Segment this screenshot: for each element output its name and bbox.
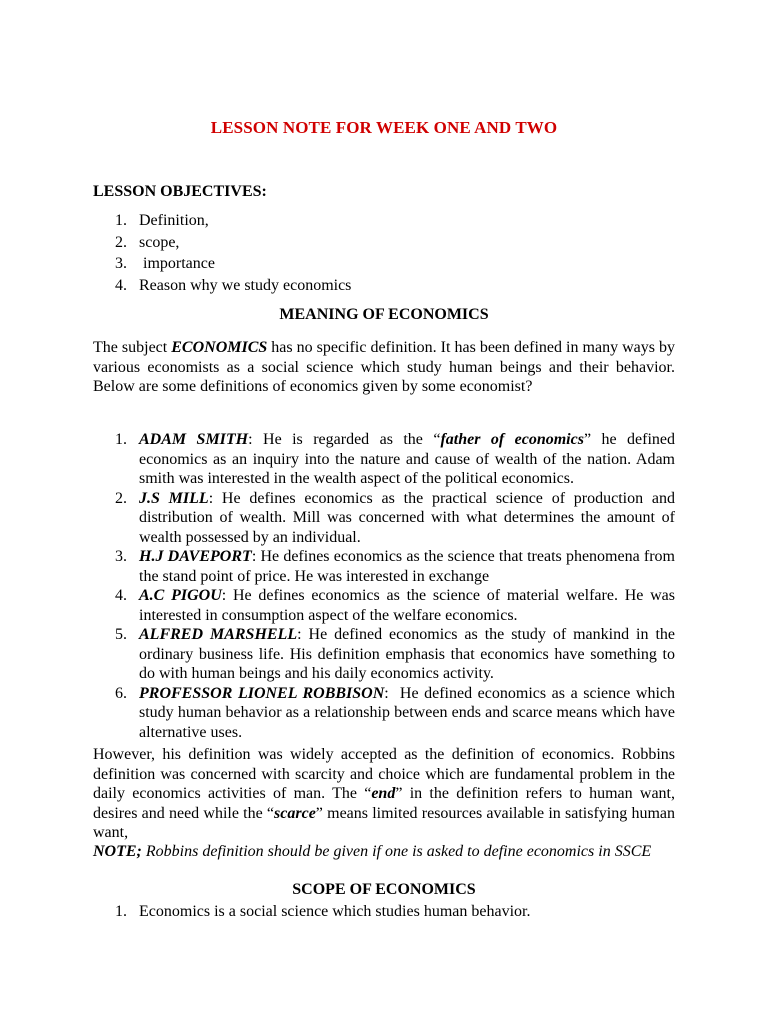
objectives-heading: LESSON OBJECTIVES: — [93, 183, 267, 200]
robbins-text: However, his definition was widely accepted as the definition of economics. Robbins definition was concerned with scarcity and choice which are fundamental problem in the daily economics activities of man. The “ — [93, 746, 675, 802]
definition-quote: father of economics — [440, 431, 584, 448]
definition-item — [93, 684, 680, 743]
definition-text: : He defines economics as the science that treats phenomena from the stand point of price. He was interested in exchange — [139, 548, 676, 585]
objective-text: Definition, — [139, 212, 209, 229]
meaning-paragraph — [93, 338, 675, 397]
objective-item — [115, 211, 351, 233]
definitions-list — [93, 430, 680, 742]
definition-text: : He is regarded as the “ — [248, 431, 441, 448]
economist-name: ADAM SMITH — [139, 431, 249, 448]
economist-name: A.C PIGOU — [139, 587, 222, 604]
definition-item — [93, 547, 675, 586]
objective-text: Reason why we study economics — [139, 276, 352, 294]
scope-text: Economics is a social science which studies human behavior. — [139, 903, 531, 920]
list-number: 6. — [115, 684, 127, 702]
economist-name: ALFRED MARSHELL — [139, 626, 298, 643]
definition-text-after: ” he defined economics as an inquiry into the nature and cause of wealth of the nation. Adam smith was interested in the wealth aspect of the political economics. — [139, 431, 675, 487]
scope-item — [115, 902, 530, 922]
objective-item — [115, 276, 351, 298]
scarce-term: scarce — [274, 804, 316, 822]
meaning-intro-before: The subject — [93, 339, 172, 356]
list-number: 1. — [115, 431, 127, 448]
economist-name: J.S MILL — [139, 489, 209, 507]
robbins-text: ” in the definition refers to human want, desires and need while the “ — [93, 785, 675, 822]
definition-text: : He defines economics as the practical science of production and distribution of wealth. Mill was concerned with what determines the amount of wealth possessed by an individual. — [139, 489, 675, 546]
robbins-text: ” means limited resources available in satisfying human want, — [93, 804, 675, 841]
definition-item — [93, 489, 675, 548]
objective-text: importance — [139, 255, 215, 272]
definition-item — [93, 586, 675, 625]
objective-item — [115, 254, 351, 276]
economist-name: H.J DAVEPORT — [139, 548, 252, 565]
meaning-intro-after: has no specific definition. It has been defined in many ways by various economists as a social science which study human beings and their behavior. Below are some definitions of economics given by some economist? — [93, 339, 675, 395]
scope-heading: SCOPE OF ECONOMICS — [292, 881, 476, 898]
definition-text: : He defines economics as the science of material welfare. He was interested in consumption aspect of the welfare economics. — [139, 587, 675, 624]
note-paragraph — [93, 842, 675, 862]
note-text: Robbins definition should be given if one is asked to define economics in SSCE — [141, 843, 652, 860]
list-number: 1. — [115, 903, 127, 920]
list-number: 3. — [115, 255, 127, 272]
definition-text: : He defined economics as the study of mankind in the ordinary business life. His definition emphasis that economics have something to do with human beings and his daily economics activity. — [139, 626, 675, 682]
objective-item — [115, 233, 351, 255]
list-number: 4. — [115, 276, 127, 294]
list-number: 2. — [115, 233, 127, 251]
economist-name: PROFESSOR LIONEL ROBBISON — [139, 684, 385, 702]
economics-term: ECONOMICS — [171, 339, 268, 356]
meaning-heading: MEANING OF ECONOMICS — [279, 306, 489, 323]
list-number: 4. — [115, 587, 127, 604]
definition-text: : He defined economics as a science which study human behavior as a relationship between ends and scarce means which have alternative uses. — [139, 684, 680, 741]
objective-text: scope, — [139, 233, 180, 251]
page-title: LESSON NOTE FOR WEEK ONE AND TWO — [210, 118, 558, 137]
list-number: 1. — [115, 212, 127, 229]
list-number: 3. — [115, 548, 127, 565]
definition-item — [93, 625, 675, 684]
scope-list — [115, 902, 530, 922]
note-label: NOTE; — [93, 843, 142, 860]
list-number: 2. — [115, 489, 127, 507]
objectives-list — [115, 211, 351, 297]
definition-item — [93, 430, 675, 489]
end-term: end — [371, 785, 396, 802]
robbins-paragraph — [93, 745, 675, 843]
list-number: 5. — [115, 626, 127, 643]
